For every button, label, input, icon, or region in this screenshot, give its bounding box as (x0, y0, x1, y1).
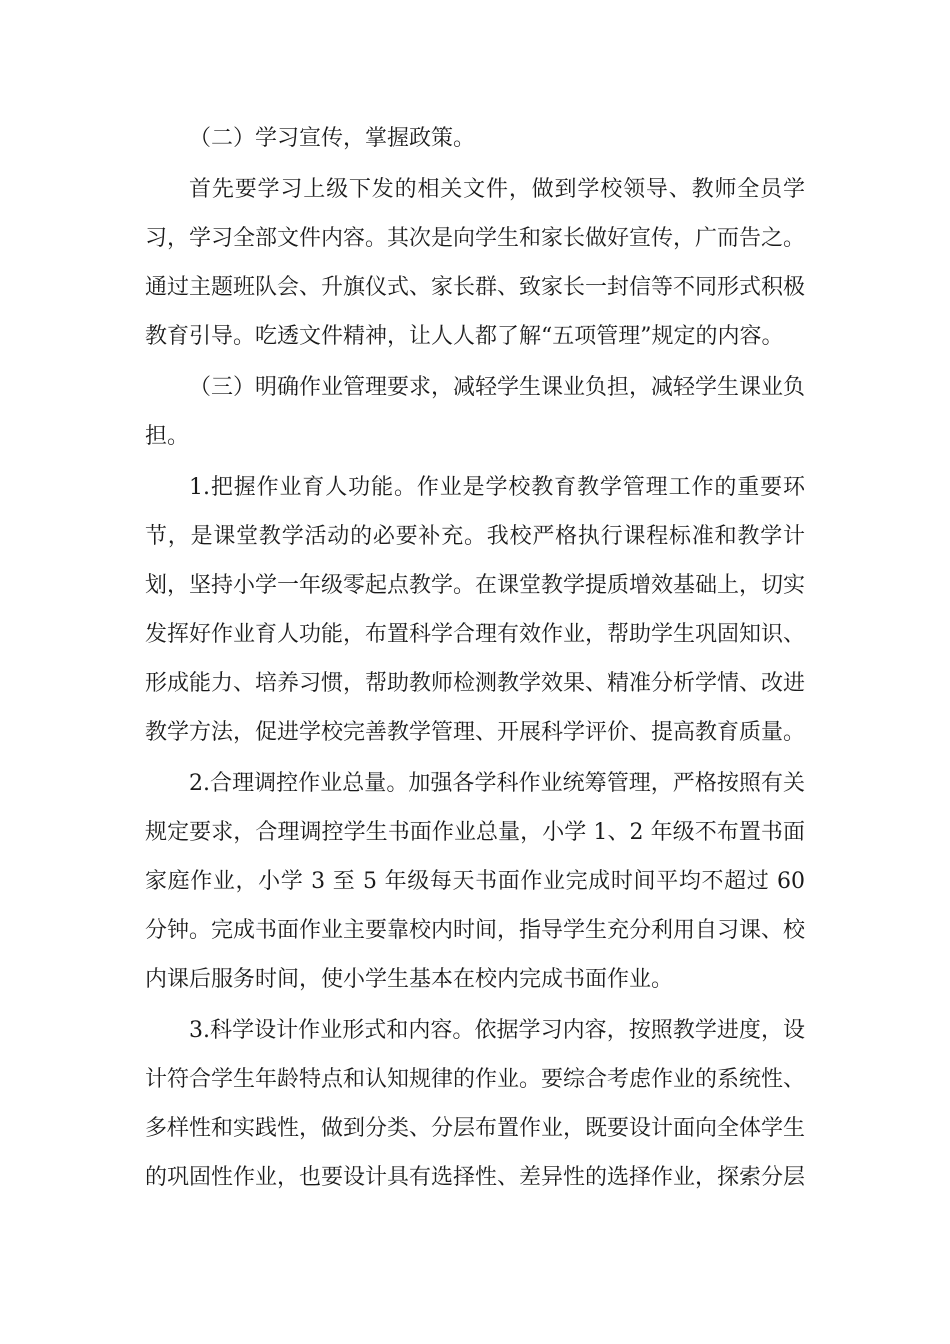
paragraph-homework-design: 3.科学设计作业形式和内容。依据学习内容，按照教学进度，设计符合学生年龄特点和认知规律的作业。要综合考虑作业的系统性、多样性和实践性，做到分类、分层布置作业，既要设计面向全体学生的巩固性作业，也要设计具有选择性、差异性的选择作业，探索分层 (145, 1018, 806, 1190)
paragraph-homework-function: 1.把握作业育人功能。作业是学校教育教学管理工作的重要环节，是课堂教学活动的必要补充。我校严格执行课程标准和教学计划，坚持小学一年级零起点教学。在课堂教学提质增效基础上，切实发挥好作业育人功能，布置科学合理有效作业，帮助学生巩固知识、形成能力、培养习惯，帮助教师检测教学效果、精准分析学情、改进教学方法，促进学校完善教学管理、开展科学评价、提高教育质量。 (145, 475, 806, 745)
paragraph-homework-amount: 2.合理调控作业总量。加强各学科作业统筹管理，严格按照有关规定要求，合理调控学生书面作业总量，小学 1、2 年级不布置书面家庭作业，小学 3 至 5 年级每天书面作业完成时间平均不超过 60 分钟。完成书面作业主要靠校内时间，指导学生充分利用自习课、校内课后服务时间，使小学生基本在校内完成书面作业。 (145, 771, 806, 992)
paragraph-study-documents: 首先要学习上级下发的相关文件，做到学校领导、教师全员学习，学习全部文件内容。其次是向学生和家长做好宣传，广而告之。通过主题班队会、升旗仪式、家长群、致家长一封信等不同形式积极教育引导。吃透文件精神，让人人都了解“五项管理”规定的内容。 (145, 177, 806, 349)
section-heading-homework-management: （三）明确作业管理要求，减轻学生课业负担，减轻学生课业负担。 (145, 375, 806, 449)
section-heading-study-publicity: （二）学习宣传，掌握政策。 (189, 126, 476, 151)
document-body (145, 114, 805, 1202)
